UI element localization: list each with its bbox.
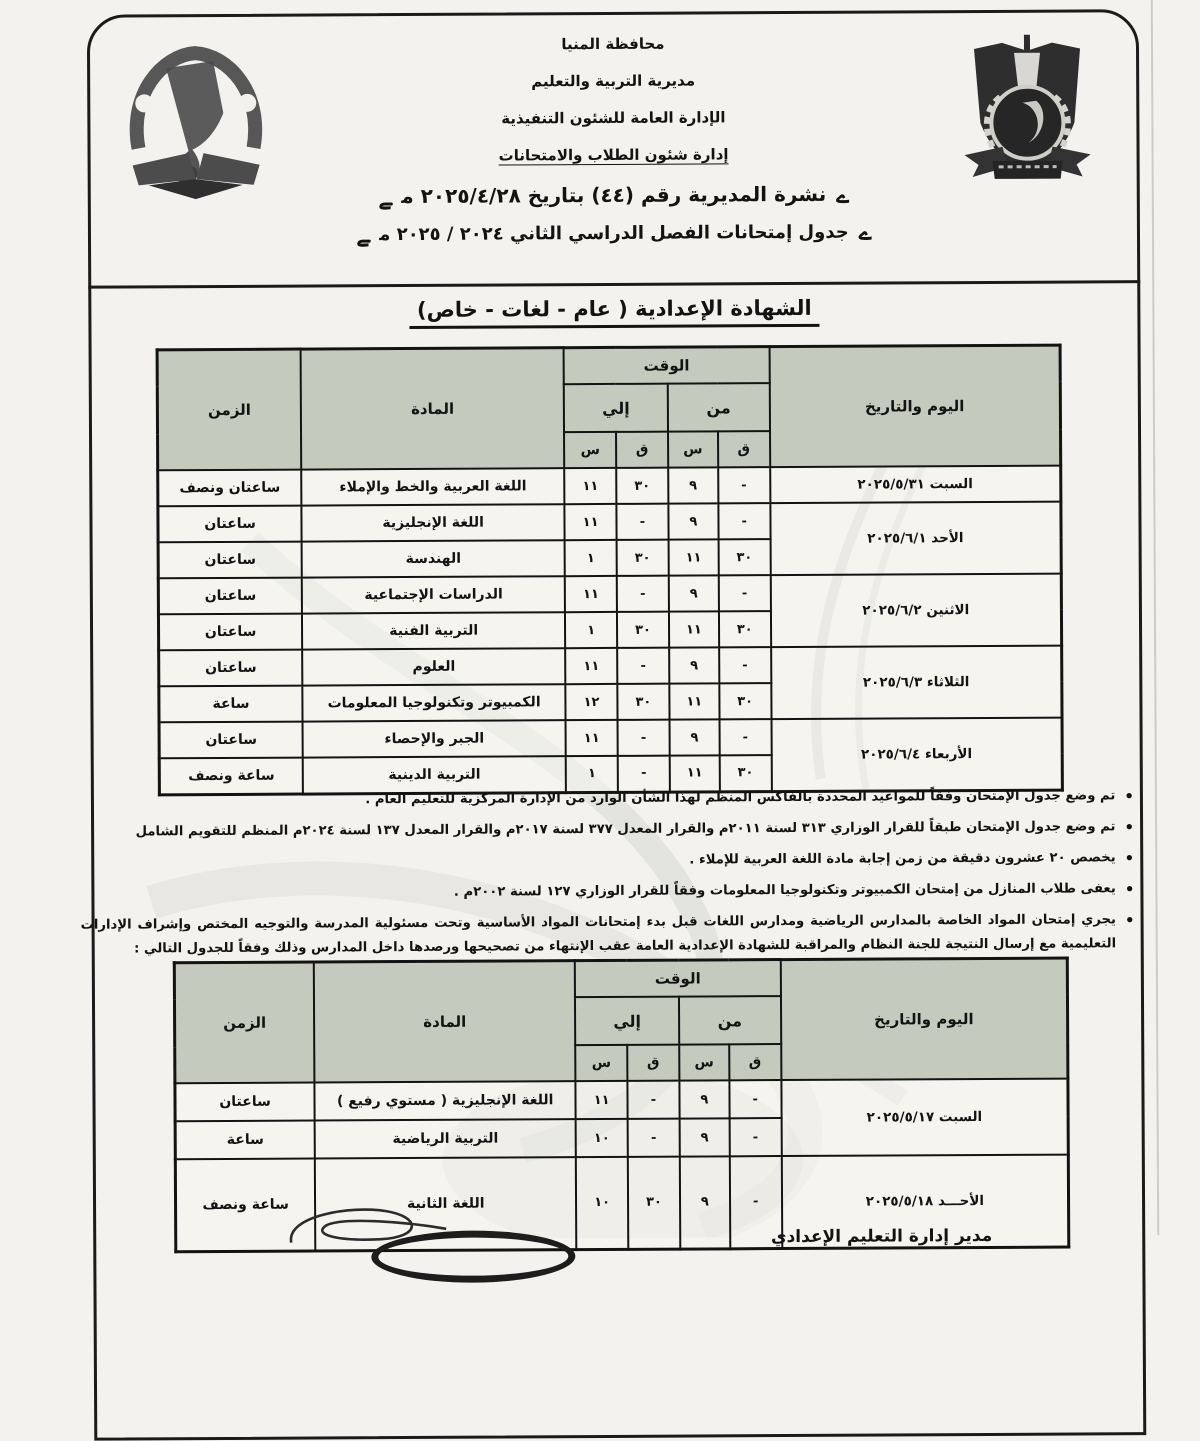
cell-subject: الجبر والإحصاء [303, 720, 566, 757]
cell-from-minute: ٣٠ [718, 539, 770, 575]
col-header-hour: س [575, 1045, 627, 1081]
cell-day: السبت ٢٠٢٥/٥/٣١ [770, 466, 1061, 504]
cell-from-minute: - [729, 1080, 781, 1118]
directorate-name: مديرية التربية والتعليم [330, 70, 896, 91]
cell-from-minute: - [718, 503, 770, 539]
cell-to-hour: ١١ [565, 576, 617, 612]
cell-from-hour: ١١ [668, 539, 718, 575]
cell-to-hour: ١ [565, 540, 617, 576]
note-item: • تم وضع جدول الإمتحان وفقاً للمواعيد المحددة بالفاكس المنظم لهذا الشأن الوارد من الإدارة المركزية للتعليم العام . [80, 784, 1134, 814]
cell-to-hour: ١١ [566, 720, 618, 756]
cell-from-minute: - [719, 719, 771, 755]
header-text-block [330, 33, 897, 248]
cell-subject: التربية الرياضية [315, 1119, 576, 1158]
col-header-duration: الزمن [174, 962, 314, 1083]
cell-from-minute: ٣٠ [719, 683, 771, 719]
cell-subject: اللغة الثانية [315, 1157, 577, 1250]
col-header-hour: س [668, 431, 718, 467]
cell-to-hour: ١ [565, 612, 617, 648]
flourish-ornament: ے [368, 186, 401, 211]
cell-day: الاثنين ٢٠٢٥/٦/٢ [770, 574, 1061, 648]
cell-day: السبت ٢٠٢٥/٥/١٧ [781, 1079, 1068, 1157]
cell-to-minute: - [617, 648, 669, 684]
governorate-name: محافظة المنيا [330, 33, 896, 54]
cell-duration: ساعة ونصف [175, 1158, 315, 1251]
exam-row [158, 574, 1061, 615]
bullet-icon: • [1124, 784, 1134, 808]
main-exam-table [156, 344, 1064, 796]
cell-to-minute: - [627, 1081, 679, 1119]
bullet-icon: • [1125, 846, 1135, 870]
cell-from-hour: ٩ [669, 719, 719, 755]
cell-duration: ساعتان [158, 578, 302, 615]
cell-from-minute: ٣٠ [719, 611, 771, 647]
cell-subject: الدراسات الإجتماعية [302, 576, 565, 613]
cell-from-minute: ٣٠ [719, 755, 771, 791]
flourish-ornament: ے [826, 184, 859, 209]
cell-duration: ساعة ونصف [159, 758, 303, 795]
bullet-icon: • [1125, 877, 1135, 901]
col-header-minute: ق [627, 1045, 679, 1081]
footer-signature-title: مدير إدارة التعليم الإعدادي [771, 1226, 992, 1247]
col-header-minute: ق [729, 1044, 781, 1080]
cell-duration: ساعتان [159, 650, 303, 687]
cell-to-hour: ١٠ [576, 1119, 628, 1157]
cell-subject: الهندسة [302, 540, 565, 577]
col-header-subject: المادة [314, 961, 576, 1083]
cell-subject: اللغة العربية والخط والإملاء [301, 468, 564, 505]
exam-row [158, 502, 1061, 543]
cell-day: الأحد ٢٠٢٥/٦/١ [770, 502, 1061, 576]
cell-subject: الكمبيوتر وتكنولوجيا المعلومات [302, 684, 565, 721]
cell-to-hour: ١٢ [566, 684, 618, 720]
cell-subject: التربية الفنية [302, 612, 565, 649]
general-administration-name: الإدارة العامة للشئون التنفيذية [330, 107, 896, 128]
cell-duration: ساعتان [159, 722, 303, 759]
cell-to-minute: ٣٠ [617, 612, 669, 648]
col-header-from: من [679, 996, 781, 1045]
cell-from-hour: ١١ [669, 611, 719, 647]
col-header-hour: س [679, 1044, 729, 1080]
exam-row [175, 1079, 1068, 1122]
cell-to-hour: ١٠ [576, 1157, 628, 1249]
cell-subject: اللغة الإنجليزية [302, 504, 565, 541]
exam-row [158, 466, 1061, 507]
minya-governorate-emblem-icon [952, 26, 1103, 195]
cell-to-minute: - [616, 504, 668, 540]
cell-to-minute: - [618, 756, 670, 792]
cell-to-hour: ١١ [565, 504, 617, 540]
cell-duration: ساعتان ونصف [158, 470, 302, 507]
cell-from-hour: ٩ [668, 467, 718, 503]
notes-list [80, 784, 1135, 968]
col-header-time: الوقت [564, 347, 770, 385]
cell-from-minute: - [718, 467, 770, 503]
signature-scribble [281, 1197, 451, 1258]
cell-duration: ساعة [159, 686, 303, 723]
note-item: • يجري إمتحان المواد الخاصة بالمدارس الرياضية ومدارس اللغات قبل بدء إمتحانات المواد الأساسية وتحت مسئولية المدرسة والتوجيه المختص وإشراف الإدارات التعليمية مع إرسال النتيجة للجنة النظام والمراقبة للشهادة الإعدادية العامة عقب الإنتهاء من تصحيحها ورصدها داخل المدارس وذلك وفقاً للجدول التالي : [81, 908, 1135, 961]
cell-from-minute: - [729, 1118, 781, 1156]
page-title: الشهادة الإعدادية ( عام - لغات - خاص) [91, 294, 1137, 323]
note-item: • يعفى طلاب المنازل من إمتحان الكمبيوتر وتكنولوجيا المعلومات وفقاً للقرار الوزاري ١٢٧ لسنة ٢٠٠٢م . [80, 877, 1134, 907]
cell-subject: اللغة الإنجليزية ( مستوي رفيع ) [315, 1081, 576, 1120]
cell-subject: العلوم [302, 648, 565, 685]
cell-day: الأربعاء ٢٠٢٥/٦/٤ [771, 718, 1062, 792]
cell-from-hour: ٩ [680, 1118, 730, 1156]
cell-day: الأحـــد ٢٠٢٥/٥/١٨ [781, 1155, 1068, 1249]
cell-from-hour: ٩ [669, 647, 719, 683]
col-header-to: إلي [575, 997, 679, 1046]
header-separator-line [88, 280, 1140, 289]
bullet-icon: • [1124, 815, 1134, 839]
bulletin-line: ےنشرة المديرية رقم (٤٤) بتاريخ ٢٠٢٥/٤/٢٨ مے [331, 181, 897, 211]
col-header-day-date: اليوم والتاريخ [769, 345, 1061, 467]
cell-from-hour: ٩ [668, 503, 718, 539]
cell-from-hour: ١١ [670, 755, 720, 791]
cell-from-minute: - [730, 1156, 782, 1248]
cell-to-minute: - [617, 576, 669, 612]
cell-to-minute: ٣٠ [628, 1157, 680, 1249]
col-header-from: من [668, 383, 770, 432]
cell-from-hour: ٩ [669, 575, 719, 611]
col-header-time: الوقت [575, 960, 781, 998]
col-header-minute: ق [718, 431, 770, 467]
col-header-duration: الزمن [157, 349, 301, 470]
cell-to-minute: - [628, 1119, 680, 1157]
cell-duration: ساعتان [175, 1083, 315, 1122]
col-header-subject: المادة [301, 348, 565, 470]
bullet-icon: • [1125, 908, 1135, 932]
cell-duration: ساعتان [158, 506, 302, 543]
cell-from-minute: - [719, 647, 771, 683]
cell-to-hour: ١ [566, 756, 618, 792]
cell-to-hour: ١١ [564, 468, 616, 504]
cell-to-minute: ٣٠ [616, 468, 668, 504]
col-header-minute: ق [616, 432, 668, 468]
sheet-edge-line [1151, 0, 1159, 1235]
cell-from-hour: ٩ [679, 1080, 729, 1118]
col-header-day-date: اليوم والتاريخ [780, 958, 1068, 1080]
note-item: • يخصص ٢٠ عشرون دقيقة من زمن إجابة مادة اللغة العربية للإملاء . [80, 846, 1134, 876]
cell-duration: ساعتان [158, 542, 302, 579]
note-item: • تم وضع جدول الإمتحان طبقاً للقرار الوزاري ٣١٣ لسنة ٢٠١١م والقرار المعدل ٣٧٧ لسنة ٢٠١٧م والقرار المعدل ١٣٧ لسنة ٢٠٢٤م المنظم للتقويم الشامل [80, 815, 1134, 845]
col-header-to: إلي [564, 384, 668, 433]
cell-from-hour: ٩ [680, 1156, 730, 1248]
cell-to-minute: ٣٠ [617, 540, 669, 576]
cell-to-hour: ١١ [565, 648, 617, 684]
students-exams-administration-name: إدارة شئون الطلاب والامتحانات [331, 144, 897, 165]
exam-row [159, 718, 1062, 759]
cell-subject: التربية الدينية [303, 756, 566, 793]
cell-duration: ساعتان [158, 614, 302, 651]
exam-row [159, 646, 1062, 687]
flourish-ornament: ے [346, 223, 379, 248]
flourish-ornament: ے [849, 221, 882, 246]
cell-to-minute: ٣٠ [617, 684, 669, 720]
ministry-of-education-logo-icon [118, 33, 274, 204]
document-border-frame [87, 9, 1146, 1440]
cell-to-hour: ١١ [576, 1081, 628, 1119]
cell-day: الثلاثاء ٢٠٢٥/٦/٣ [771, 646, 1062, 720]
cell-duration: ساعة [175, 1121, 315, 1160]
cell-to-minute: - [618, 720, 670, 756]
cell-from-hour: ١١ [669, 683, 719, 719]
col-header-hour: س [564, 432, 616, 468]
cell-from-minute: - [719, 575, 771, 611]
schedule-line: ےجدول إمتحانات الفصل الدراسي الثاني ٢٠٢٤ / ٢٠٢٥ مے [331, 220, 897, 248]
